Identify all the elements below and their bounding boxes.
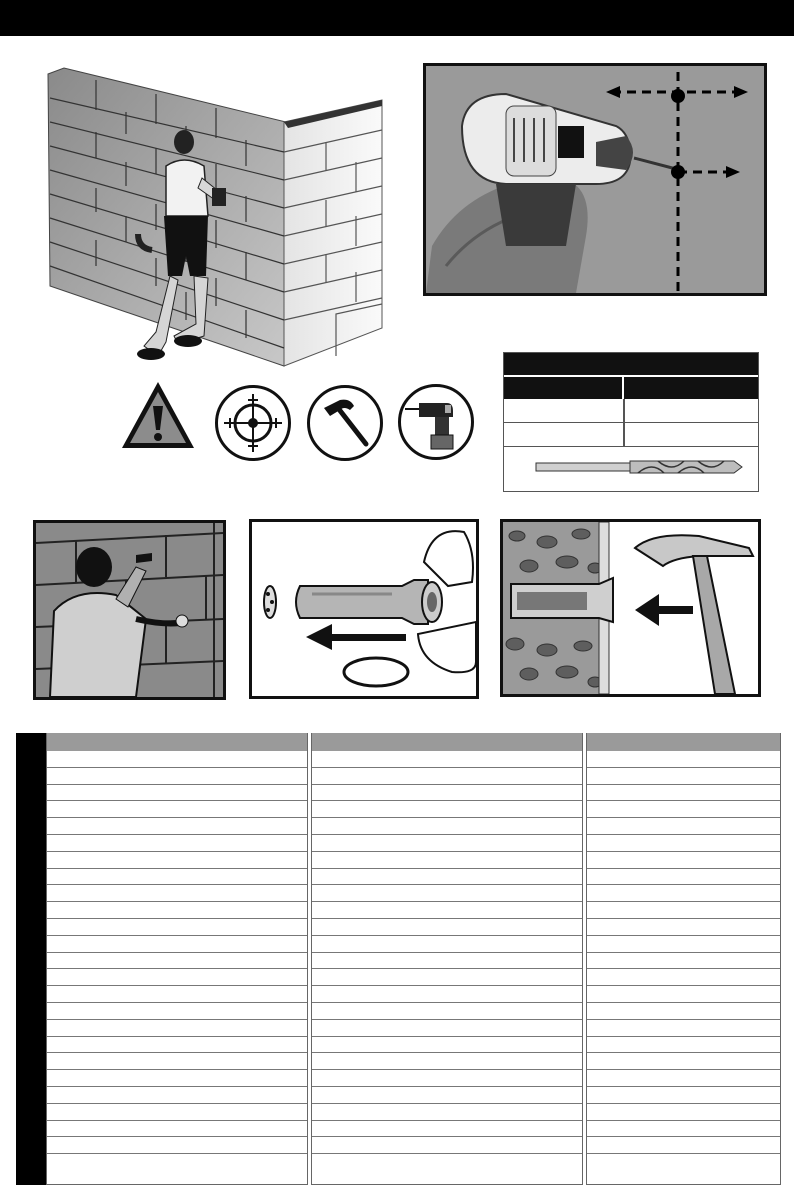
parts-number-column (16, 733, 46, 1185)
table-cell (312, 785, 582, 802)
table-cell (47, 986, 307, 1003)
table-cell (312, 1104, 582, 1121)
table-cell (312, 936, 582, 953)
table-cell (312, 1037, 582, 1054)
table-cell (312, 818, 582, 835)
table-cell (47, 785, 307, 802)
table-cell (587, 1053, 780, 1070)
table-cell (47, 1053, 307, 1070)
table-cell (587, 785, 780, 802)
table-cell (312, 902, 582, 919)
table-cell (47, 818, 307, 835)
table-cell (47, 969, 307, 986)
target-crosshair-icon (215, 385, 291, 461)
table-cell (47, 869, 307, 886)
table-cell (587, 1087, 780, 1104)
hammer-icon (307, 385, 383, 461)
table-cell (47, 768, 307, 785)
table-cell (587, 869, 780, 886)
table-cell (47, 1137, 307, 1154)
column-header (312, 733, 582, 751)
table-cell (587, 1070, 780, 1087)
table-cell (47, 1020, 307, 1037)
table-cell (587, 1137, 780, 1154)
table-cell (312, 1121, 582, 1138)
table-cell (587, 818, 780, 835)
table-cell (47, 801, 307, 818)
table-cell (587, 751, 780, 768)
power-drill-icon (398, 384, 474, 460)
table-cell (47, 1070, 307, 1087)
table-cell (587, 1037, 780, 1054)
table-cell (587, 902, 780, 919)
table-cell (47, 1087, 307, 1104)
table-cell (587, 768, 780, 785)
table-cell (312, 835, 582, 852)
table-cell (312, 969, 582, 986)
anchor-insert-figure (249, 519, 479, 699)
table-cell (587, 919, 780, 936)
drill-bit-icon (534, 455, 744, 479)
table-cell (47, 751, 307, 768)
table-cell (312, 986, 582, 1003)
table-cell (312, 852, 582, 869)
table-cell (47, 936, 307, 953)
parts-column-1 (46, 733, 308, 1185)
table-cell (312, 1087, 582, 1104)
parts-column-2 (311, 733, 583, 1185)
table-cell (312, 953, 582, 970)
column-header (587, 733, 780, 751)
table-cell (47, 953, 307, 970)
table-cell (47, 919, 307, 936)
table-cell (587, 1104, 780, 1121)
wall-drilling-illustration (26, 66, 388, 376)
spec-row (504, 399, 758, 423)
table-cell (312, 1070, 582, 1087)
top-header-bar (0, 0, 794, 36)
table-cell (312, 801, 582, 818)
spec-table-header-row (504, 377, 758, 399)
table-cell (587, 953, 780, 970)
table-cell (47, 1037, 307, 1054)
table-cell (587, 835, 780, 852)
table-cell (312, 1053, 582, 1070)
table-cell (47, 885, 307, 902)
parts-column-3 (586, 733, 781, 1185)
drill-bit-spec-table (503, 352, 759, 492)
column-header (47, 733, 307, 751)
table-cell (587, 969, 780, 986)
table-cell (312, 751, 582, 768)
table-cell (47, 1104, 307, 1121)
table-cell (587, 1121, 780, 1138)
hammer-person-figure (33, 520, 226, 700)
table-cell (587, 852, 780, 869)
table-cell (47, 1003, 307, 1020)
parts-table (16, 733, 781, 1185)
table-cell (587, 986, 780, 1003)
table-cell (47, 902, 307, 919)
spec-table-title-row (504, 353, 758, 375)
table-cell (587, 1003, 780, 1020)
table-cell (587, 885, 780, 902)
table-cell (312, 768, 582, 785)
table-cell (47, 852, 307, 869)
table-cell (312, 1020, 582, 1037)
table-cell (587, 801, 780, 818)
table-cell (312, 1137, 582, 1154)
drill-closeup-figure (423, 63, 767, 296)
table-cell (312, 919, 582, 936)
table-cell (587, 1020, 780, 1037)
table-cell (312, 1003, 582, 1020)
table-cell (47, 835, 307, 852)
table-cell (47, 1121, 307, 1138)
table-cell (587, 936, 780, 953)
warning-icon (120, 380, 196, 452)
table-cell (312, 885, 582, 902)
table-cell (312, 869, 582, 886)
spec-row (504, 423, 758, 447)
anchor-in-wall-figure (500, 519, 761, 697)
